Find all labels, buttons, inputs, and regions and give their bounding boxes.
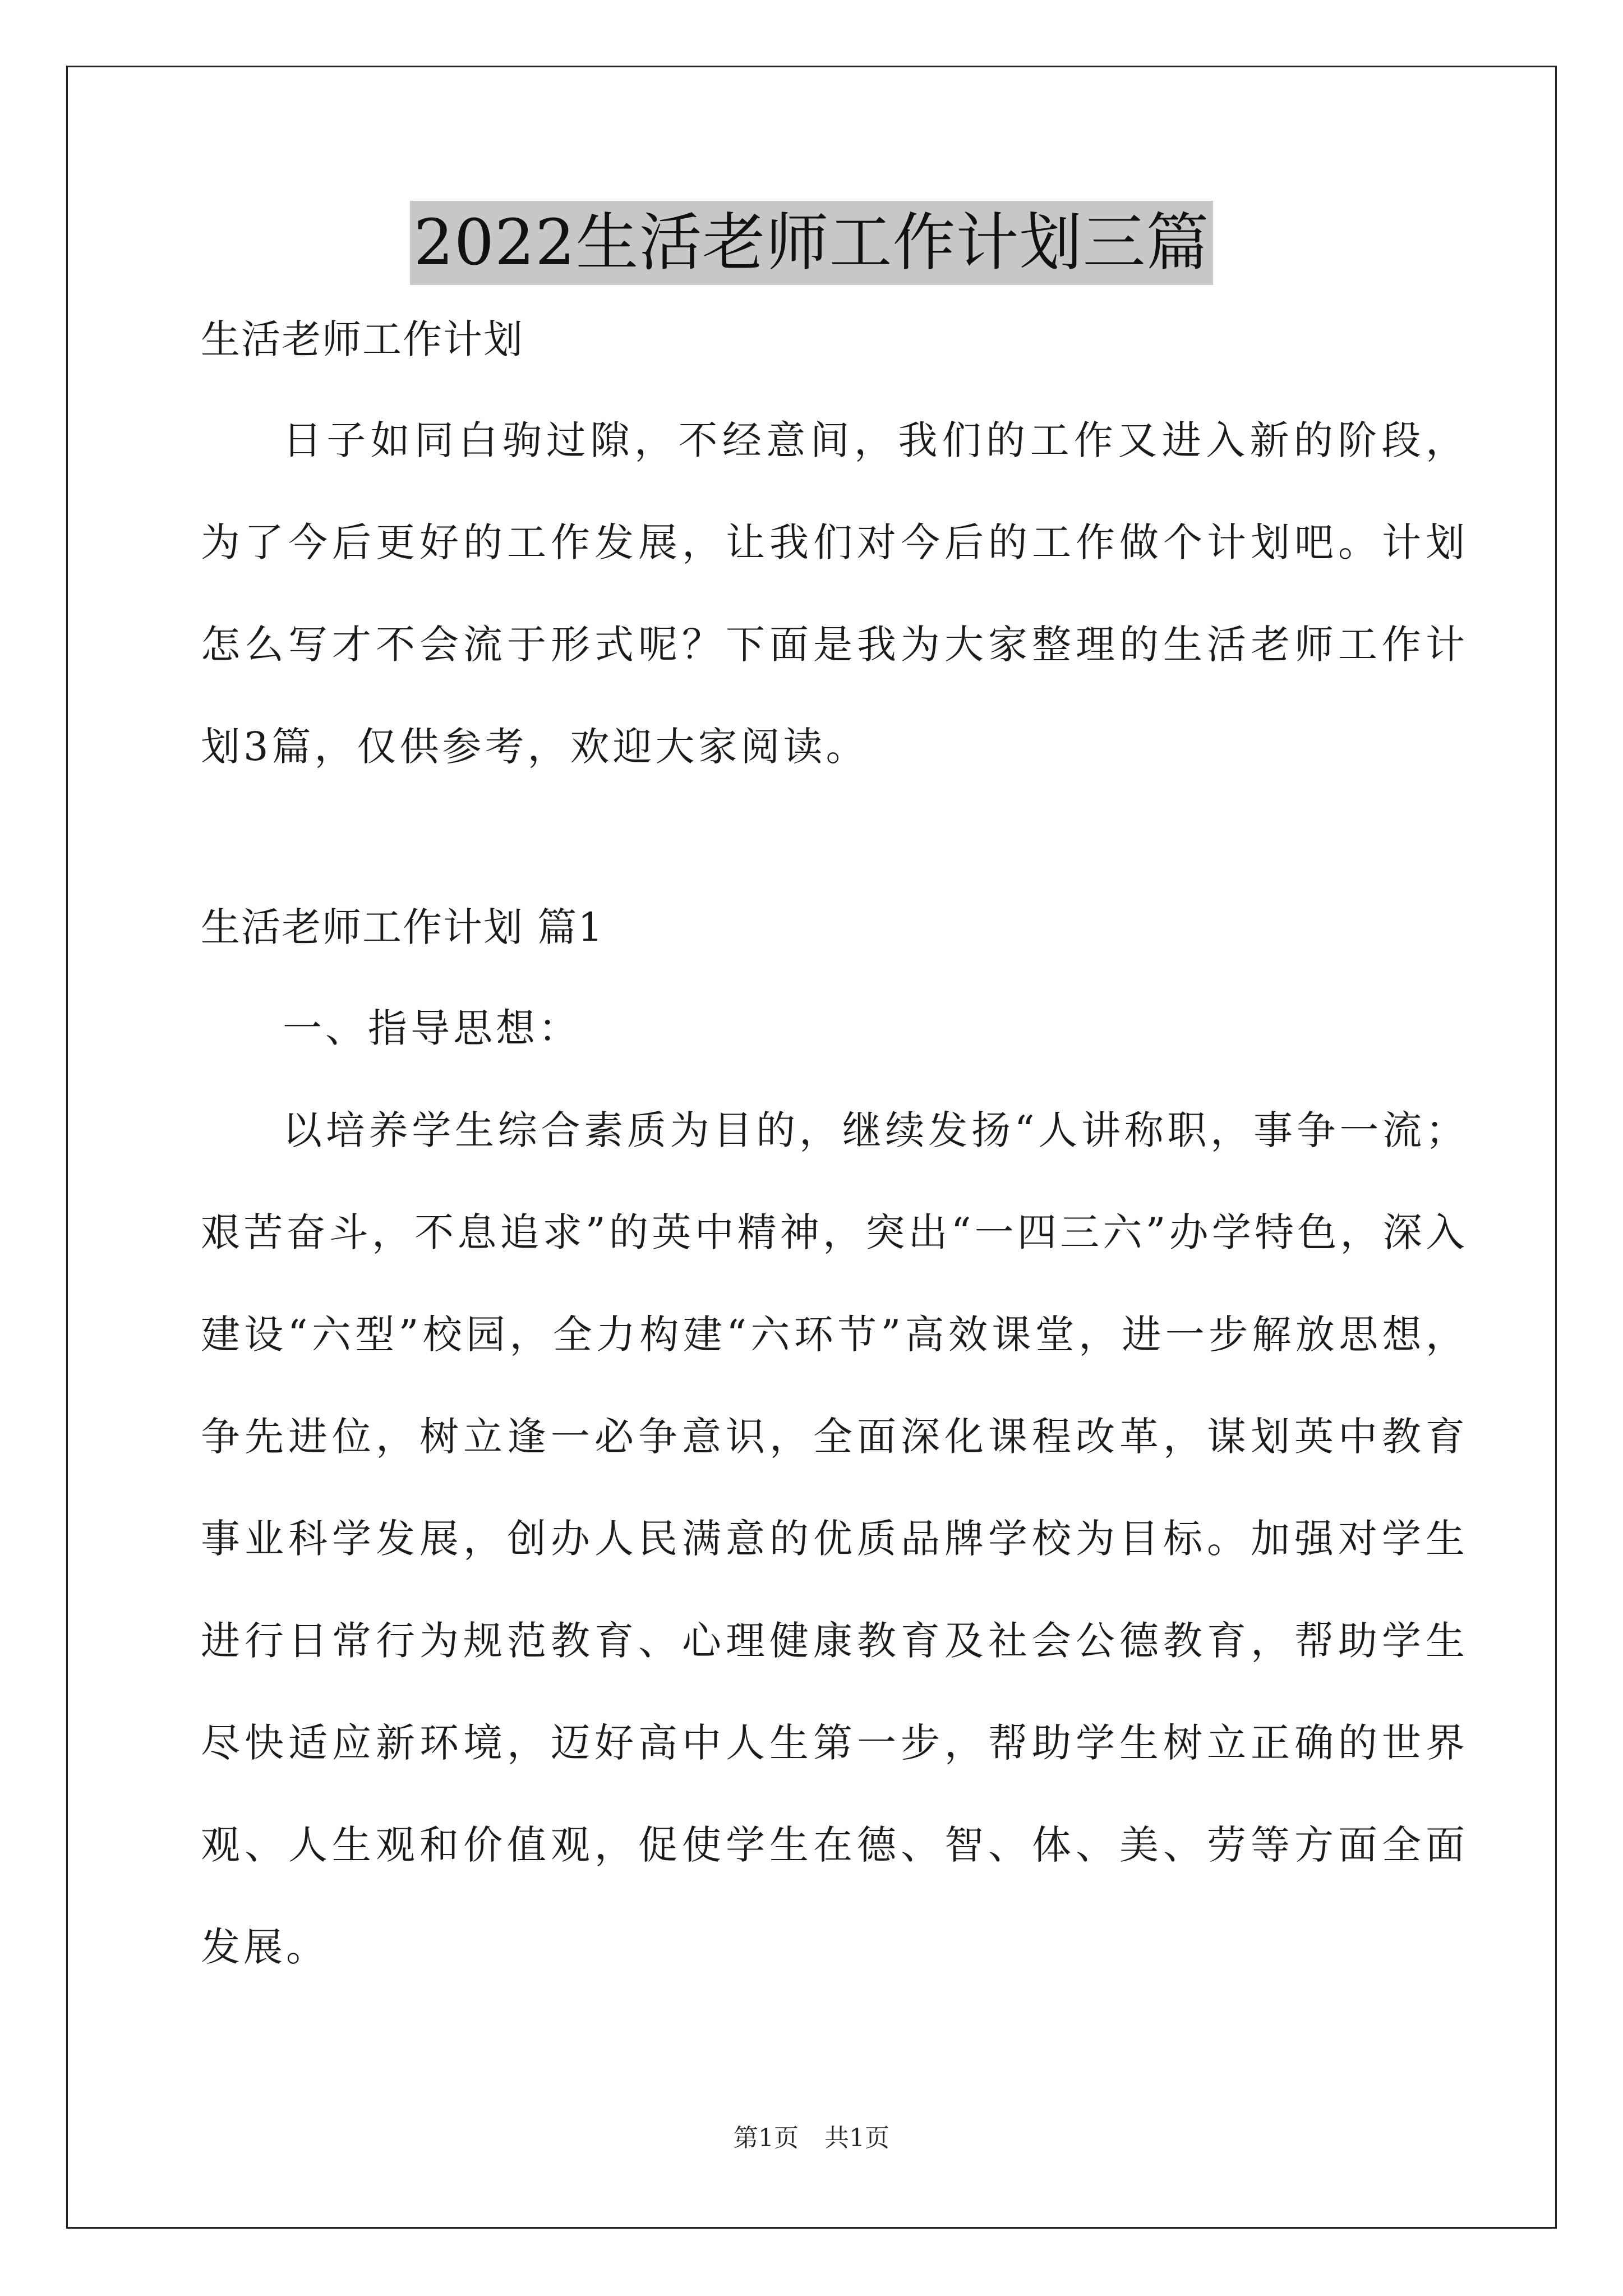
section-subheading: 一、指导思想： (283, 1005, 581, 1051)
intro-paragraph: 日子如同白驹过隙，不经意间，我们的工作又进入新的阶段，为了今后更好的工作发展，让我们对今后的工作做个计划吧。计划怎么写才不会流于形式呢？下面是我为大家整理的生活老师工作计划3篇，仅供参考，欢迎大家阅读。 (201, 417, 1468, 770)
document-title: 2022生活老师工作计划三篇 (410, 201, 1212, 285)
section-spacer (201, 798, 1468, 902)
section-heading: 生活老师工作计划 篇1 (201, 904, 604, 950)
page-total: 共1页 (824, 2124, 889, 2152)
page-footer (0, 2122, 1623, 2155)
body-paragraph: 以培养学生综合素质为目的，继续发扬“人讲称职，事争一流；艰苦奋斗，不息追求”的英中精神，突出“一四三六”办学特色，深入建设“六型”校园，全力构建“六环节”高效课堂，进一步解放思想，争先进位，树立逢一必争意识，全面深化课程改革，谋划英中教育事业科学发展，创办人民满意的优质品牌学校为目标。加强对学生进行日常行为规范教育、心理健康教育及社会公德教育，帮助学生尽快适应新环境，迈好高中人生第一步，帮助学生树立正确的世界观、人生观和价值观，促使学生在德、智、体、美、劳等方面全面发展。 (201, 1107, 1468, 1970)
title-wrapper (0, 201, 1623, 285)
intro-heading: 生活老师工作计划 (201, 316, 524, 362)
page-number: 第1页 (734, 2124, 799, 2152)
document-body (201, 314, 1468, 1998)
